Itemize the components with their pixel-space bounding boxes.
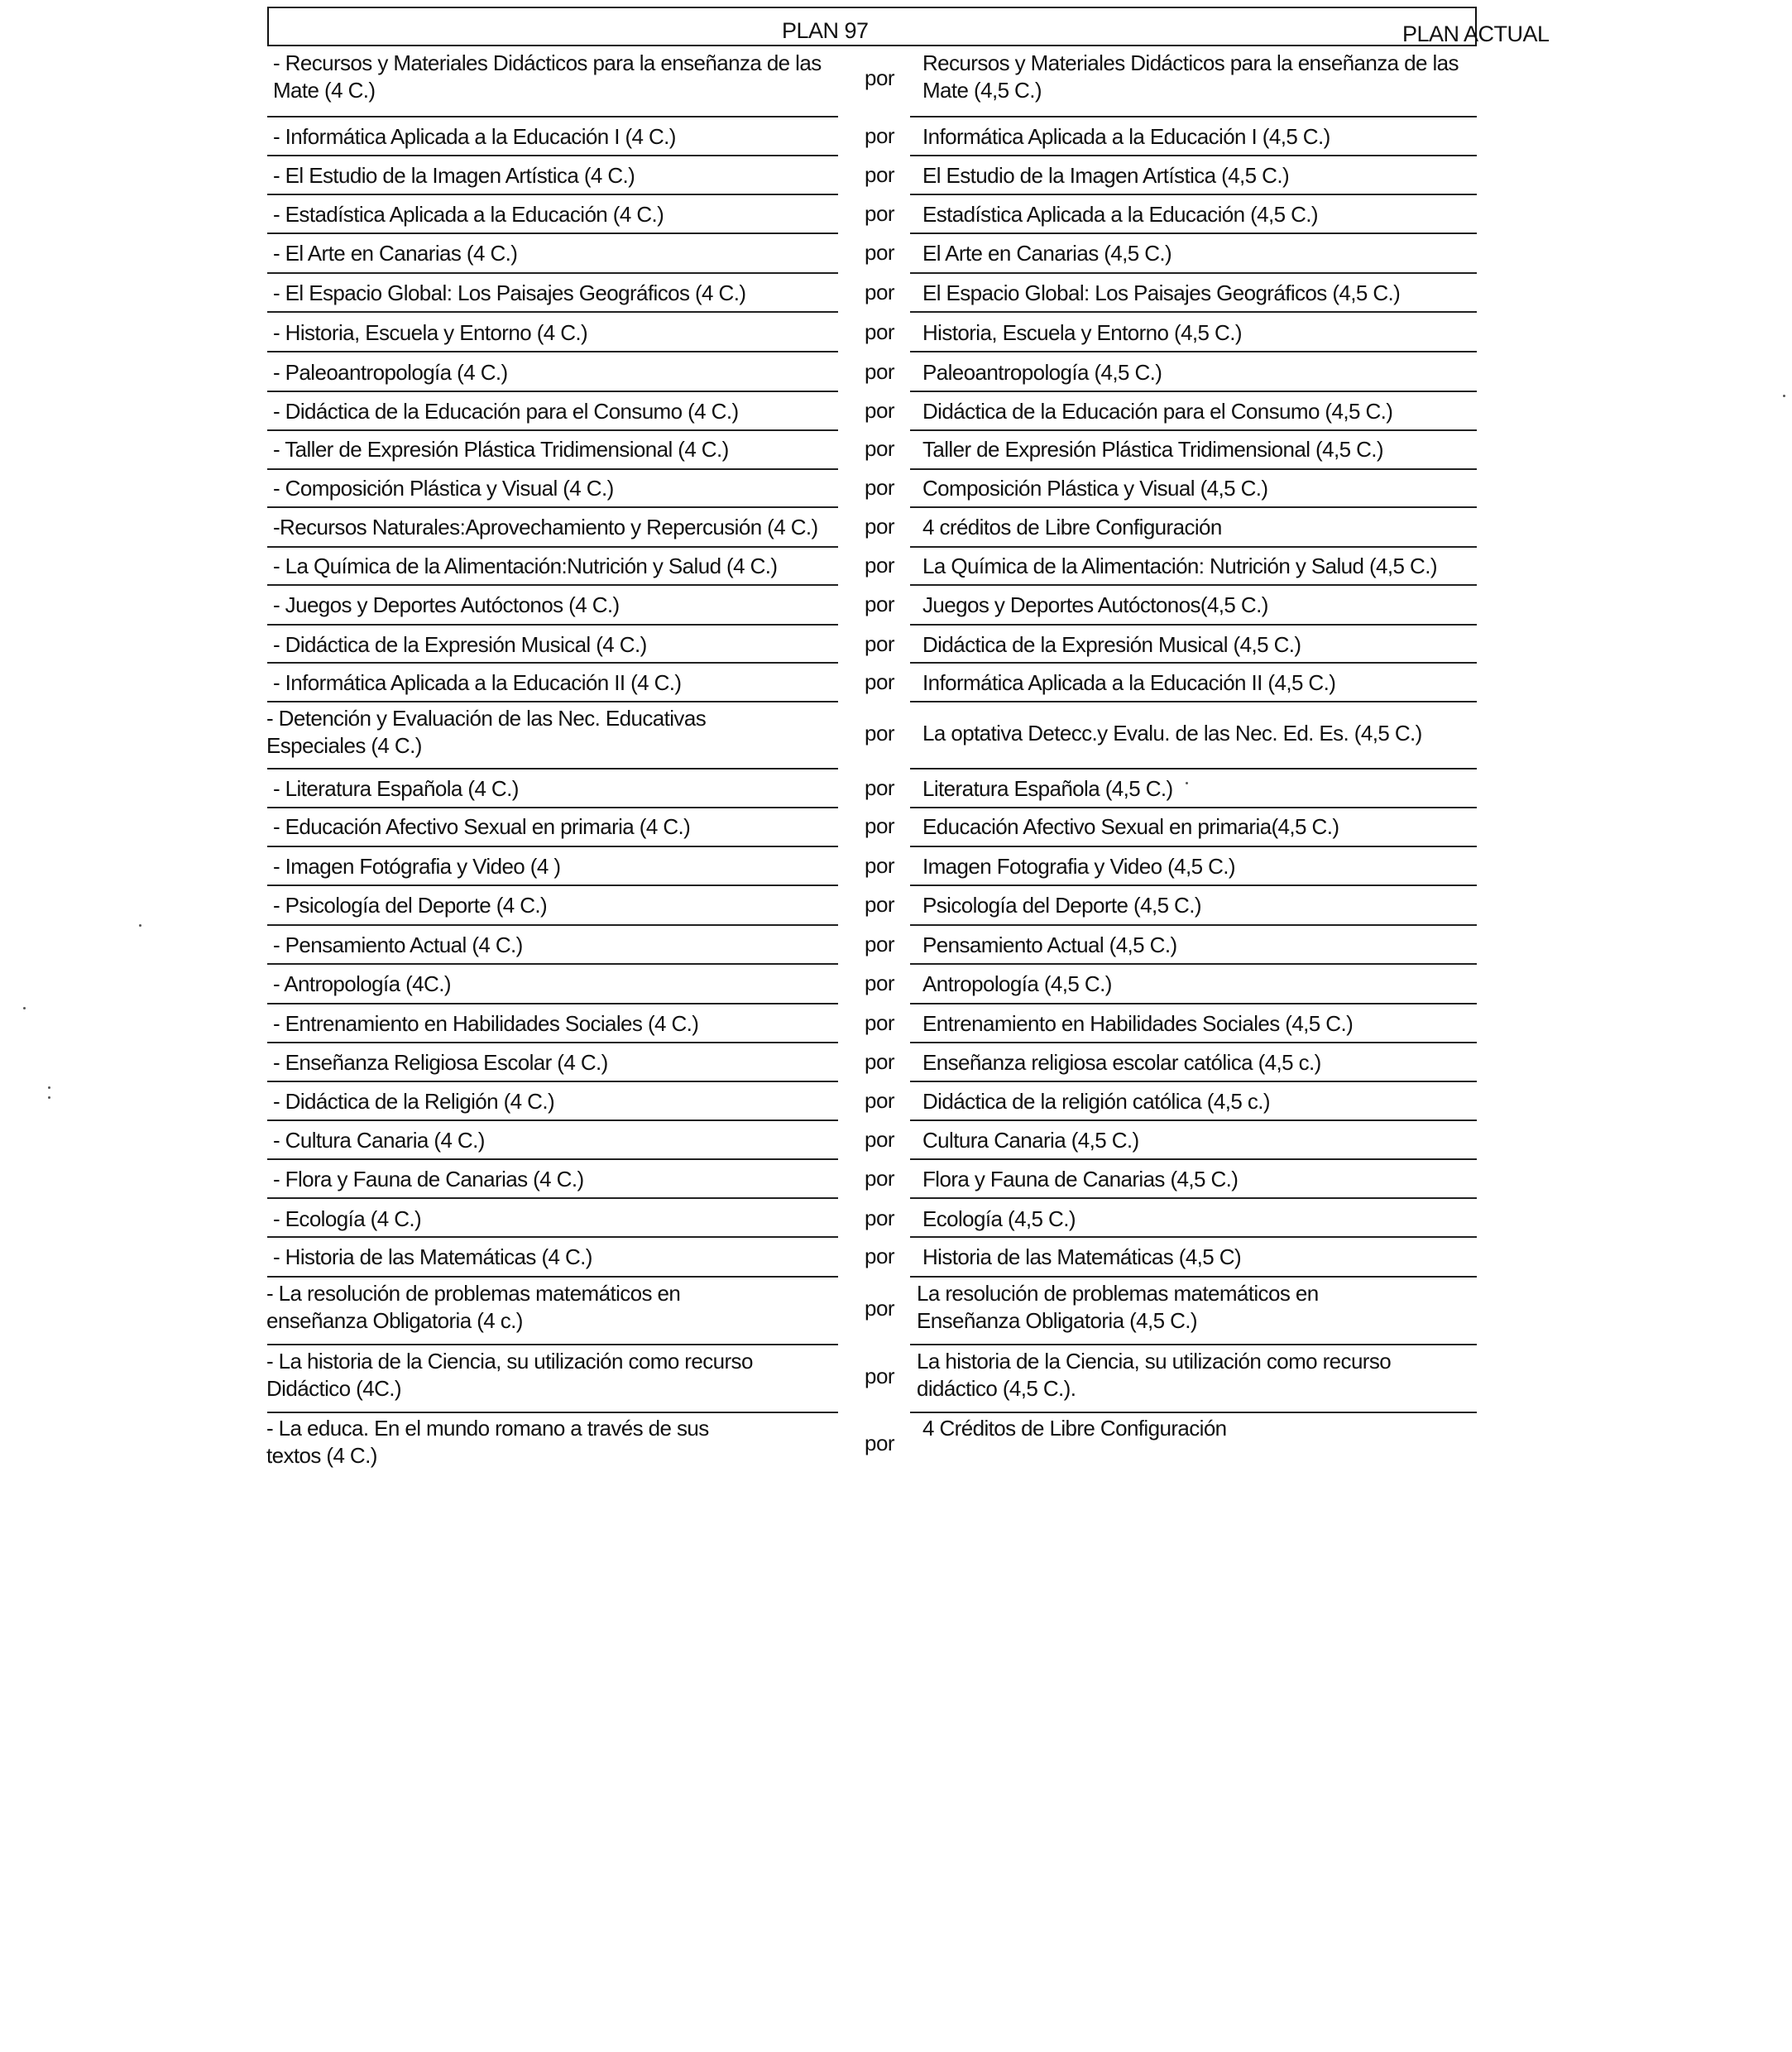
plan-actual-course: Psicología del Deporte (4,5 C.) bbox=[922, 893, 1201, 918]
plan-actual-course: La historia de la Ciencia, su utilización como recurso didáctico (4,5 C.). bbox=[917, 1349, 1392, 1401]
plan-97-course: - Taller de Expresión Plástica Tridimensional (4 C.) bbox=[273, 437, 729, 462]
connector-por: por bbox=[865, 1049, 895, 1074]
table-header bbox=[267, 7, 1550, 46]
row-divider-right bbox=[910, 1236, 1477, 1238]
row-divider-left bbox=[267, 885, 838, 886]
plan-actual-course: Didáctica de la Expresión Musical (4,5 C.) bbox=[922, 632, 1301, 657]
row-divider-right bbox=[910, 429, 1477, 431]
header-plan-actual: PLAN ACTUAL bbox=[1402, 22, 1550, 46]
plan-actual-course: La Química de la Alimentación: Nutrición y Salud (4,5 C.) bbox=[922, 554, 1437, 578]
row-divider-right bbox=[910, 311, 1477, 313]
row-divider-left bbox=[267, 272, 838, 274]
row-divider-left bbox=[267, 429, 838, 431]
connector-por: por bbox=[865, 813, 895, 838]
connector-por: por bbox=[865, 475, 895, 500]
plan-97-course: - Paleoantropología (4 C.) bbox=[273, 360, 508, 385]
plan-actual-course: 4 Créditos de Libre Configuración bbox=[922, 1416, 1227, 1441]
table-row bbox=[0, 1413, 1792, 1474]
row-divider-right bbox=[910, 885, 1477, 886]
connector-por: por bbox=[865, 280, 895, 304]
row-divider-left bbox=[267, 584, 838, 586]
connector-por: por bbox=[865, 1166, 895, 1191]
connector-por: por bbox=[865, 631, 895, 656]
table-row bbox=[0, 887, 1792, 920]
plan-97-course: - La Química de la Alimentación:Nutrición y Salud (4 C.) bbox=[273, 554, 778, 578]
row-divider-right bbox=[910, 194, 1477, 195]
plan-97-course: - Composición Plástica y Visual (4 C.) bbox=[273, 476, 614, 501]
row-divider-left bbox=[267, 468, 838, 470]
row-divider-right bbox=[910, 1042, 1477, 1043]
table-row bbox=[0, 1161, 1792, 1194]
row-divider-left bbox=[267, 768, 838, 770]
connector-por: por bbox=[865, 514, 895, 539]
row-divider-right bbox=[910, 963, 1477, 965]
table-row bbox=[0, 431, 1792, 464]
row-divider-right bbox=[910, 546, 1477, 548]
table-row bbox=[0, 587, 1792, 620]
table-row bbox=[0, 1083, 1792, 1116]
scan-speck bbox=[1783, 395, 1785, 397]
connector-por: por bbox=[865, 65, 895, 90]
row-divider-right bbox=[910, 768, 1477, 770]
scan-speck bbox=[48, 1086, 50, 1089]
plan-97-course: - Pensamiento Actual (4 C.) bbox=[273, 933, 523, 957]
row-divider-right bbox=[910, 807, 1477, 808]
plan-actual-course: Enseñanza religiosa escolar católica (4,5 c.) bbox=[922, 1050, 1321, 1075]
row-divider-left bbox=[267, 1042, 838, 1043]
plan-97-course: - Informática Aplicada a la Educación II (4 C.) bbox=[273, 670, 682, 695]
plan-actual-course: Informática Aplicada a la Educación I (4,5 C.) bbox=[922, 124, 1330, 149]
plan-actual-course: Imagen Fotografia y Video (4,5 C.) bbox=[922, 854, 1235, 879]
connector-por: por bbox=[865, 1127, 895, 1152]
row-divider-left bbox=[267, 116, 838, 117]
connector-por: por bbox=[865, 892, 895, 917]
row-divider-right bbox=[910, 155, 1477, 156]
table-row bbox=[0, 1201, 1792, 1234]
plan-97-course: - Informática Aplicada a la Educación I (4 C.) bbox=[273, 124, 676, 149]
plan-actual-course: Pensamiento Actual (4,5 C.) bbox=[922, 933, 1177, 957]
row-divider-left bbox=[267, 701, 838, 702]
plan-97-course: - Literatura Española (4 C.) bbox=[273, 776, 519, 801]
plan-actual-course: La resolución de problemas matemáticos en Enseñanza Obligatoria (4,5 C.) bbox=[917, 1281, 1319, 1333]
table-row bbox=[0, 470, 1792, 503]
connector-por: por bbox=[865, 319, 895, 344]
plan-actual-course: La optativa Detecc.y Evalu. de las Nec. Ed. Es. (4,5 C.) bbox=[922, 721, 1422, 746]
plan-97-course: - Didáctica de la Expresión Musical (4 C.) bbox=[273, 632, 647, 657]
table-row bbox=[0, 664, 1792, 698]
table-row bbox=[0, 848, 1792, 881]
table-row bbox=[0, 1278, 1792, 1340]
table-row bbox=[0, 770, 1792, 803]
table-row bbox=[0, 703, 1792, 765]
row-divider-left bbox=[267, 1344, 838, 1345]
row-divider-left bbox=[267, 846, 838, 847]
table-row bbox=[0, 1122, 1792, 1155]
row-divider-left bbox=[267, 662, 838, 664]
plan-97-course: - Antropología (4C.) bbox=[273, 971, 451, 996]
plan-actual-course: Entrenamiento en Habilidades Sociales (4,5 C.) bbox=[922, 1011, 1354, 1036]
plan-actual-course: 4 créditos de Libre Configuración bbox=[922, 515, 1222, 539]
table-row bbox=[0, 314, 1792, 348]
row-divider-right bbox=[910, 924, 1477, 926]
connector-por: por bbox=[865, 853, 895, 878]
table-row bbox=[0, 509, 1792, 542]
connector-por: por bbox=[865, 775, 895, 800]
plan-actual-course: Ecología (4,5 C.) bbox=[922, 1206, 1076, 1231]
table-row bbox=[0, 354, 1792, 387]
row-divider-left bbox=[267, 963, 838, 965]
plan-97-course: - Ecología (4 C.) bbox=[273, 1206, 422, 1231]
plan-actual-course: Informática Aplicada a la Educación II (4,5 C.) bbox=[922, 670, 1336, 695]
connector-por: por bbox=[865, 359, 895, 384]
plan-97-course: - Educación Afectivo Sexual en primaria (4 C.) bbox=[273, 814, 691, 839]
scan-speck bbox=[48, 1096, 50, 1099]
plan-actual-course: Recursos y Materiales Didácticos para la enseñanza de las Mate (4,5 C.) bbox=[922, 50, 1459, 103]
row-divider-right bbox=[910, 506, 1477, 508]
plan-97-course: - Flora y Fauna de Canarias (4 C.) bbox=[273, 1167, 584, 1191]
row-divider-left bbox=[267, 1003, 838, 1004]
connector-por: por bbox=[865, 436, 895, 461]
plan-97-course: - La resolución de problemas matemáticos en enseñanza Obligatoria (4 c.) bbox=[266, 1281, 681, 1333]
row-divider-left bbox=[267, 546, 838, 548]
plan-97-course: - Historia de las Matemáticas (4 C.) bbox=[273, 1244, 592, 1269]
plan-97-course: - Detención y Evaluación de las Nec. Educativas Especiales (4 C.) bbox=[266, 706, 707, 758]
table-row bbox=[0, 393, 1792, 426]
row-divider-right bbox=[910, 1412, 1477, 1413]
row-divider-left bbox=[267, 391, 838, 392]
row-divider-left bbox=[267, 155, 838, 156]
table-row bbox=[0, 275, 1792, 308]
table-row bbox=[0, 1239, 1792, 1272]
connector-por: por bbox=[865, 721, 895, 746]
plan-97-course: - Recursos y Materiales Didácticos para la enseñanza de las Mate (4 C.) bbox=[273, 50, 822, 103]
row-divider-right bbox=[910, 1119, 1477, 1121]
connector-por: por bbox=[865, 932, 895, 956]
connector-por: por bbox=[865, 1206, 895, 1230]
row-divider-right bbox=[910, 624, 1477, 626]
plan-actual-course: El Arte en Canarias (4,5 C.) bbox=[922, 241, 1172, 266]
row-divider-right bbox=[910, 1158, 1477, 1160]
plan-actual-course: Estadística Aplicada a la Educación (4,5 C.) bbox=[922, 202, 1318, 227]
plan-actual-course: Paleoantropología (4,5 C.) bbox=[922, 360, 1162, 385]
connector-por: por bbox=[865, 592, 895, 616]
row-divider-left bbox=[267, 194, 838, 195]
row-divider-right bbox=[910, 468, 1477, 470]
plan-97-course: - El Arte en Canarias (4 C.) bbox=[273, 241, 518, 266]
table-row bbox=[0, 157, 1792, 190]
plan-actual-course: Didáctica de la religión católica (4,5 c.) bbox=[922, 1089, 1270, 1114]
connector-por: por bbox=[865, 1431, 895, 1455]
plan-actual-course: Didáctica de la Educación para el Consumo (4,5 C.) bbox=[922, 399, 1393, 424]
scan-speck bbox=[1186, 782, 1188, 784]
connector-por: por bbox=[865, 1244, 895, 1268]
plan-actual-course: El Espacio Global: Los Paisajes Geográficos (4,5 C.) bbox=[922, 280, 1401, 305]
table-row bbox=[0, 48, 1792, 109]
row-divider-left bbox=[267, 807, 838, 808]
plan-97-course: - Entrenamiento en Habilidades Sociales (4 C.) bbox=[273, 1011, 699, 1036]
row-divider-right bbox=[910, 1276, 1477, 1278]
connector-por: por bbox=[865, 1088, 895, 1113]
row-divider-right bbox=[910, 846, 1477, 847]
row-divider-right bbox=[910, 272, 1477, 274]
plan-97-course: - Psicología del Deporte (4 C.) bbox=[273, 893, 548, 918]
plan-actual-course: Composición Plástica y Visual (4,5 C.) bbox=[922, 476, 1268, 501]
row-divider-right bbox=[910, 584, 1477, 586]
row-divider-left bbox=[267, 1276, 838, 1278]
row-divider-right bbox=[910, 662, 1477, 664]
plan-97-course: - La historia de la Ciencia, su utilización como recurso Didáctico (4C.) bbox=[266, 1349, 753, 1401]
plan-97-course: - Imagen Fotógrafia y Video (4 ) bbox=[273, 854, 561, 879]
row-divider-right bbox=[910, 1003, 1477, 1004]
plan-97-course: - Historia, Escuela y Entorno (4 C.) bbox=[273, 320, 588, 345]
plan-actual-course: El Estudio de la Imagen Artística (4,5 C.) bbox=[922, 163, 1290, 188]
row-divider-right bbox=[910, 1081, 1477, 1082]
plan-actual-course: Flora y Fauna de Canarias (4,5 C.) bbox=[922, 1167, 1239, 1191]
row-divider-right bbox=[910, 391, 1477, 392]
table-row bbox=[0, 1346, 1792, 1407]
row-divider-left bbox=[267, 624, 838, 626]
plan-actual-course: Antropología (4,5 C.) bbox=[922, 971, 1112, 996]
plan-97-course: - La educa. En el mundo romano a través de sus textos (4 C.) bbox=[266, 1416, 709, 1468]
plan-actual-course: Cultura Canaria (4,5 C.) bbox=[922, 1128, 1139, 1153]
plan-97-course: - Cultura Canaria (4 C.) bbox=[273, 1128, 485, 1153]
row-divider-left bbox=[267, 233, 838, 234]
plan-97-course: - Enseñanza Religiosa Escolar (4 C.) bbox=[273, 1050, 608, 1075]
row-divider-right bbox=[910, 116, 1477, 117]
connector-por: por bbox=[865, 240, 895, 265]
row-divider-left bbox=[267, 506, 838, 508]
row-divider-left bbox=[267, 1119, 838, 1121]
header-plan-97: PLAN 97 bbox=[782, 18, 869, 43]
table-row bbox=[0, 118, 1792, 151]
connector-por: por bbox=[865, 162, 895, 187]
table-row bbox=[0, 1044, 1792, 1077]
row-divider-left bbox=[267, 924, 838, 926]
table-row bbox=[0, 808, 1792, 841]
scan-speck bbox=[23, 1007, 26, 1009]
table-row bbox=[0, 235, 1792, 268]
plan-actual-course: Juegos y Deportes Autóctonos(4,5 C.) bbox=[922, 592, 1268, 617]
connector-por: por bbox=[865, 669, 895, 694]
connector-por: por bbox=[865, 398, 895, 423]
row-divider-right bbox=[910, 1344, 1477, 1345]
row-divider-left bbox=[267, 1412, 838, 1413]
row-divider-right bbox=[910, 701, 1477, 702]
plan-actual-course: Historia, Escuela y Entorno (4,5 C.) bbox=[922, 320, 1242, 345]
plan-97-course: - Didáctica de la Educación para el Consumo (4 C.) bbox=[273, 399, 739, 424]
connector-por: por bbox=[865, 201, 895, 226]
row-divider-left bbox=[267, 1158, 838, 1160]
connector-por: por bbox=[865, 971, 895, 995]
connector-por: por bbox=[865, 123, 895, 148]
plan-97-course: - El Estudio de la Imagen Artística (4 C.) bbox=[273, 163, 635, 188]
scan-speck bbox=[139, 924, 141, 927]
table-row bbox=[0, 626, 1792, 659]
row-divider-left bbox=[267, 1236, 838, 1238]
row-divider-left bbox=[267, 351, 838, 352]
row-divider-right bbox=[910, 351, 1477, 352]
row-divider-left bbox=[267, 311, 838, 313]
row-divider-left bbox=[267, 1081, 838, 1082]
table-row bbox=[0, 927, 1792, 960]
plan-actual-course: Taller de Expresión Plástica Tridimensional (4,5 C.) bbox=[922, 437, 1383, 462]
plan-97-course: -Recursos Naturales:Aprovechamiento y Repercusión (4 C.) bbox=[273, 515, 818, 539]
plan-actual-course: Historia de las Matemáticas (4,5 C) bbox=[922, 1244, 1242, 1269]
table-row bbox=[0, 966, 1792, 999]
row-divider-right bbox=[910, 1197, 1477, 1199]
plan-97-course: - Estadística Aplicada a la Educación (4 C.) bbox=[273, 202, 664, 227]
plan-actual-course: Literatura Española (4,5 C.) bbox=[922, 776, 1173, 801]
plan-actual-course: Educación Afectivo Sexual en primaria(4,5 C.) bbox=[922, 814, 1339, 839]
table-row bbox=[0, 1005, 1792, 1038]
connector-por: por bbox=[865, 1364, 895, 1388]
plan-97-course: - Juegos y Deportes Autóctonos (4 C.) bbox=[273, 592, 620, 617]
plan-97-course: - Didáctica de la Religión (4 C.) bbox=[273, 1089, 555, 1114]
plan-97-course: - El Espacio Global: Los Paisajes Geográficos (4 C.) bbox=[273, 280, 746, 305]
row-divider-right bbox=[910, 233, 1477, 234]
connector-por: por bbox=[865, 1010, 895, 1035]
connector-por: por bbox=[865, 553, 895, 578]
connector-por: por bbox=[865, 1296, 895, 1321]
table-row bbox=[0, 548, 1792, 581]
row-divider-left bbox=[267, 1197, 838, 1199]
table-row bbox=[0, 196, 1792, 229]
